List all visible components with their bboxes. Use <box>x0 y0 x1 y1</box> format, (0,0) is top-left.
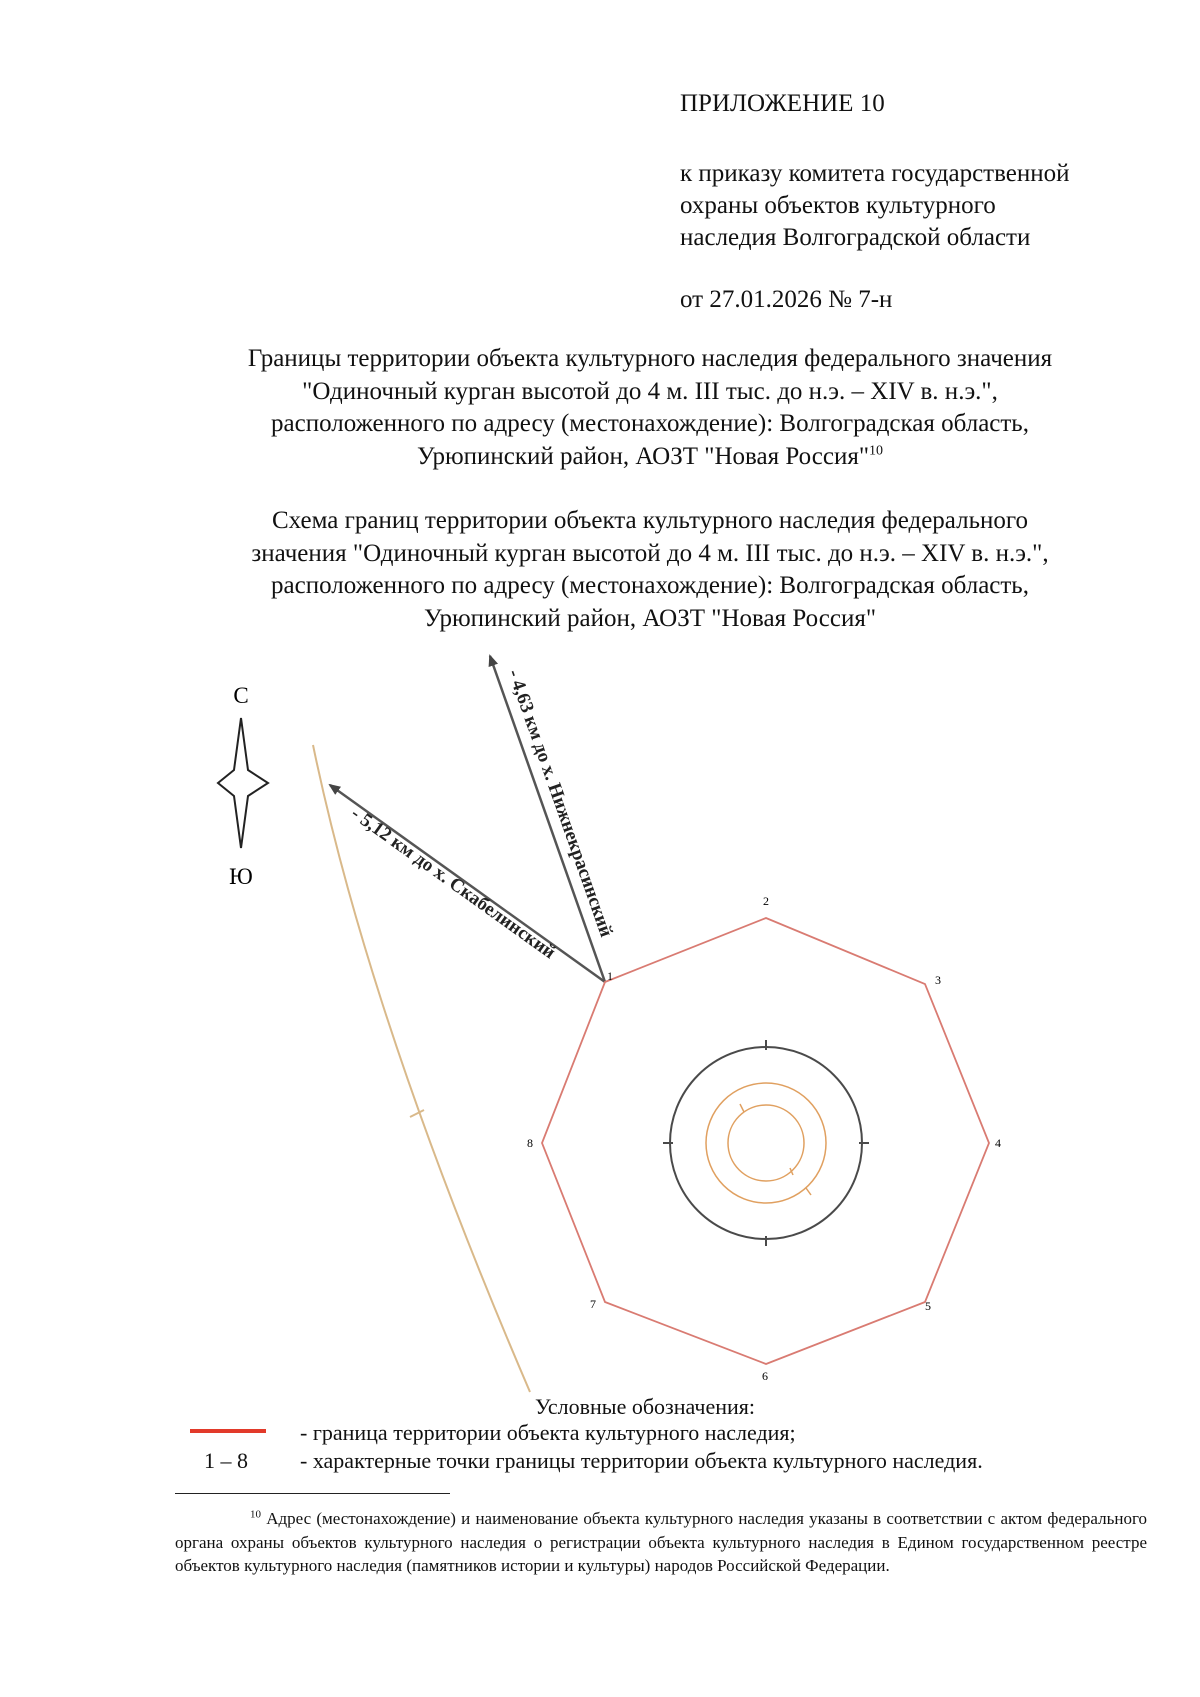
legend-points-text: - характерные точки границы территории объекта культурного наследия. <box>300 1448 983 1473</box>
direction-label-nizhnekrasinsky: - 4,63 км до х. Нижнекрасинский <box>503 666 617 940</box>
scheme-title <box>150 505 1150 635</box>
compass-north-label: С <box>233 683 249 708</box>
footnote-separator <box>175 1493 450 1494</box>
footnote-number: 10 <box>250 1508 261 1521</box>
order-line-3: наследия Волгоградской области <box>680 224 1031 251</box>
title-line-4-text: Урюпинский район, АОЗТ "Новая Россия" <box>416 442 870 470</box>
scheme-title-line-1: Схема границ территории объекта культурного наследия федерального <box>271 507 1029 534</box>
title-line-4 <box>150 441 1150 474</box>
boundary-point-4: 4 <box>995 1136 1001 1150</box>
footnote-reference: 10 <box>869 443 884 459</box>
boundary-point-3: 3 <box>935 973 941 987</box>
title-line-1: Границы территории объекта культурного наследия федерального значения <box>247 345 1053 372</box>
legend-boundary-swatch <box>190 1429 266 1433</box>
order-line-1: к приказу комитета государственной <box>680 160 1070 187</box>
mound-contours <box>663 1040 869 1246</box>
boundary-point-2: 2 <box>763 894 769 908</box>
footnote <box>175 1507 1147 1578</box>
scheme-title-line-2: значения "Одиночный курган высотой до 4 м. III тыс. до н.э. – XIV в. н.э.", <box>251 539 1049 567</box>
document-title <box>150 343 1150 473</box>
compass-rose <box>218 683 268 889</box>
boundary-point-7: 7 <box>590 1297 596 1311</box>
mound-outer-contour <box>670 1047 862 1239</box>
boundary-point-8: 8 <box>527 1136 533 1150</box>
appendix-heading: ПРИЛОЖЕНИЕ 10 <box>680 90 885 117</box>
boundary-point-6: 6 <box>762 1369 768 1383</box>
road-line <box>313 745 530 1392</box>
compass-star-icon <box>218 718 268 848</box>
footnote-text: Адрес (местонахождение) и наименование объекта культурного наследия указаны в соответствии с актом федерального органа охраны объектов культурного наследия о регистрации объекта культурного наследия в Едином государственном реестре объектов культурного наследия (памятников истории и культуры) народов Российской Федерации. <box>175 1509 1147 1575</box>
mound-middle-contour <box>706 1083 826 1203</box>
heritage-boundary <box>542 918 989 1364</box>
legend-boundary-text: - граница территории объекта культурного наследия; <box>300 1420 796 1445</box>
direction-label-skabelinsky: - 5,12 км до х. Скабелинский <box>347 802 560 964</box>
scheme-title-line-4: Урюпинский район, АОЗТ "Новая Россия" <box>423 604 877 632</box>
order-line-2: охраны объектов культурного <box>680 192 996 219</box>
legend-points-symbol: 1 – 8 <box>204 1448 248 1473</box>
legend-title: Условные обозначения: <box>534 1394 756 1419</box>
compass-south-label: Ю <box>229 864 253 889</box>
road-tick <box>410 1110 424 1117</box>
boundary-point-1: 1 <box>607 969 613 983</box>
mound-inner-contour <box>728 1105 804 1181</box>
title-line-2: "Одиночный курган высотой до 4 м. III тыс. до н.э. – XIV в. н.э.", <box>302 377 998 405</box>
order-date: от 27.01.2026 № 7-н <box>680 286 893 313</box>
scheme-title-line-3: расположенного по адресу (местонахождение): Волгоградская область, <box>271 572 1029 599</box>
boundary-scheme <box>0 640 1200 1400</box>
title-line-3: расположенного по адресу (местонахождение): Волгоградская область, <box>271 410 1029 437</box>
boundary-point-5: 5 <box>925 1299 931 1313</box>
